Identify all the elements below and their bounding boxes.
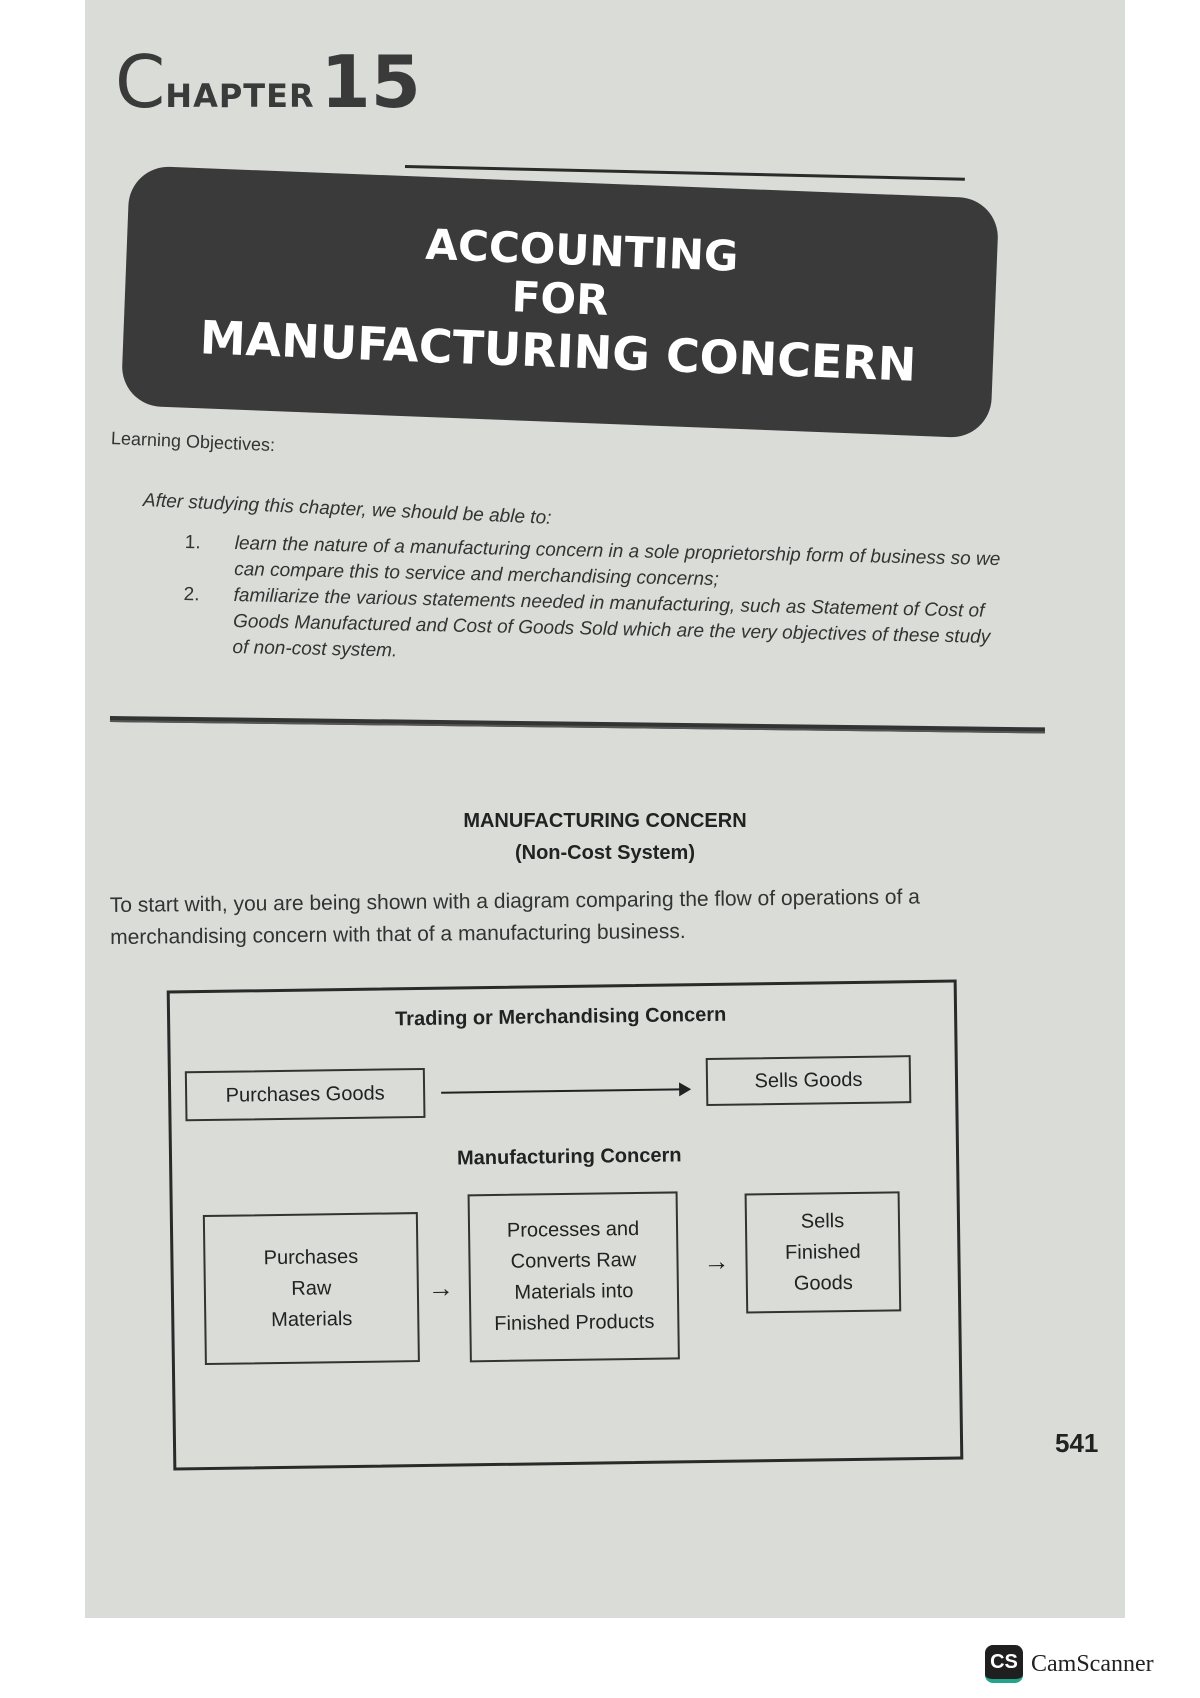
box-line: Purchases <box>263 1245 359 1269</box>
manufacturing-arrow-2: → <box>703 1245 730 1277</box>
title-banner <box>121 165 1000 438</box>
objective-number: 1. <box>184 531 201 554</box>
section-heading <box>85 805 1125 869</box>
purchases-raw-materials-box <box>203 1212 420 1365</box>
title-line-1: ACCOUNTING <box>424 219 740 281</box>
flow-diagram <box>167 980 964 1471</box>
sells-finished-goods-box <box>745 1191 902 1313</box>
box-line: Goods <box>793 1271 853 1295</box>
box-line: Materials into <box>514 1280 634 1304</box>
chapter-word: HAPTER <box>165 77 315 115</box>
camscanner-watermark <box>985 1645 1154 1683</box>
purchases-goods-box <box>185 1068 426 1121</box>
section-title: MANUFACTURING CONCERN <box>463 810 747 832</box>
box-line: Materials <box>271 1307 353 1331</box>
box-line: Raw <box>291 1276 332 1300</box>
objectives-list <box>182 530 1005 677</box>
sells-goods-text: Sells Goods <box>754 1068 863 1092</box>
chapter-heading <box>115 40 421 124</box>
sells-goods-box <box>706 1055 912 1106</box>
camscanner-name: CamScanner <box>1031 1650 1154 1677</box>
objective-text: learn the nature of a manufacturing concern in a sole proprietorship form of business so we can compare this to service and merchandising concerns; <box>233 533 1001 591</box>
book-page <box>85 0 1125 1618</box>
section-divider <box>110 716 1045 733</box>
section-subtitle: (Non-Cost System) <box>514 842 695 864</box>
chapter-number: 15 <box>320 40 421 124</box>
learning-objectives-intro: After studying this chapter, we should be able to: <box>142 490 552 529</box>
title-line-3: MANUFACTURING CONCERN <box>198 310 918 392</box>
page-number: 541 <box>1055 1428 1099 1458</box>
processes-converts-box <box>468 1191 680 1362</box>
box-line: Finished Products <box>494 1310 655 1335</box>
manufacturing-concern-label: Manufacturing Concern <box>456 1144 682 1170</box>
objective-item <box>182 582 1003 677</box>
trading-flow-arrow <box>441 1088 689 1093</box>
box-line: Sells <box>800 1209 845 1233</box>
trading-concern-label: Trading or Merchandising Concern <box>394 1003 727 1031</box>
objective-text: familiarize the various statements needed in manufacturing, such as Statement of Cost of Goods Manufactured and Cost of Goods Sold which are the very objectives of these study of non-cost system. <box>232 585 991 662</box>
intro-paragraph: To start with, you are being shown with a diagram comparing the flow of operations of a merchandising concern with that of a manufacturing business. <box>109 885 921 949</box>
manufacturing-arrow-1: → <box>427 1272 455 1303</box>
learning-objectives-label: Learning Objectives: <box>110 428 276 456</box>
chapter-initial: C <box>115 40 166 124</box>
box-line: Processes and <box>506 1217 640 1242</box>
box-line: Converts Raw <box>510 1249 637 1273</box>
camscanner-logo-icon: CS <box>985 1645 1023 1683</box>
purchases-goods-text: Purchases Goods <box>225 1082 385 1107</box>
title-line-2: FOR <box>510 272 610 325</box>
box-line: Finished <box>784 1240 861 1264</box>
objective-number: 2. <box>183 583 200 606</box>
